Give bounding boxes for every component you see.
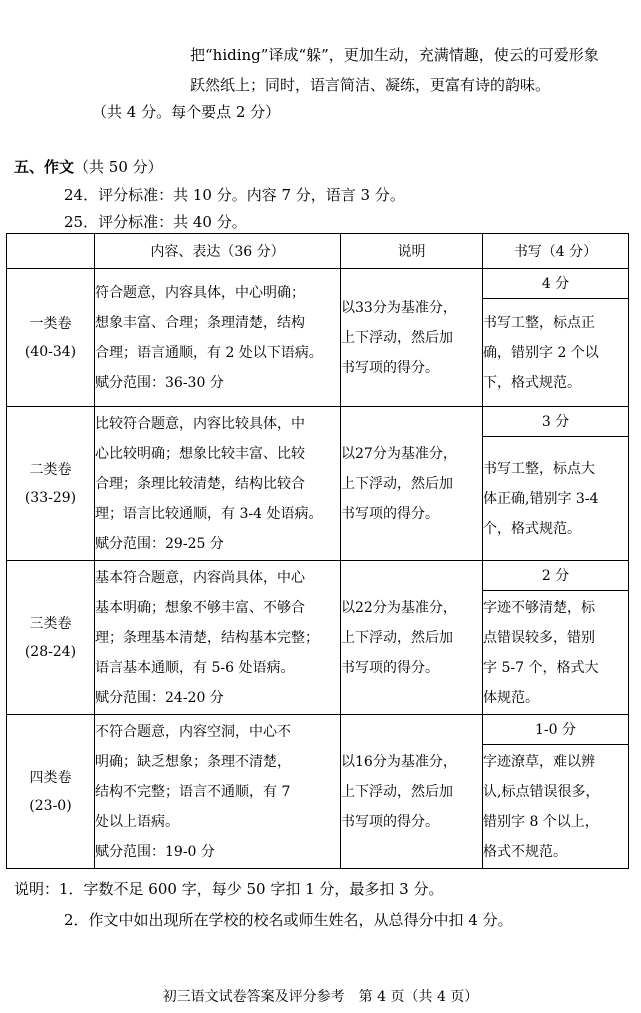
- content-line: 理；条理基本清楚，结构基本完整；: [95, 629, 319, 646]
- write-desc-line: 体正确,错别字 3-4: [483, 490, 599, 507]
- content-line: 赋分范围：36-30 分: [95, 374, 224, 391]
- table-row: [7, 407, 629, 437]
- level-range: (28-24): [24, 643, 77, 660]
- write-desc-cell: [483, 591, 629, 715]
- content-line: 符合题意，内容具体，中心明确；: [95, 284, 305, 301]
- header-blank: [7, 234, 95, 269]
- write-desc-cell: [483, 299, 629, 407]
- write-desc-line: 书写工整，标点大: [483, 460, 595, 477]
- level-range: (33-29): [24, 489, 77, 506]
- section-heading: [14, 157, 163, 177]
- level-range: (23-0): [29, 797, 72, 814]
- content-cell: [95, 715, 341, 869]
- write-desc-line: 字迹不够清楚，标: [483, 599, 595, 616]
- content-cell: [95, 561, 341, 715]
- content-line: 理；语言比较通顺，有 3-4 处语病。: [95, 505, 323, 522]
- write-score: 1-0 分: [483, 715, 629, 745]
- content-line: 语言基本通顺，有 5-6 处语病。: [95, 659, 295, 676]
- content-line: 比较符合题意，内容比较具体，中: [95, 415, 305, 432]
- write-desc-line: 确，错别字 2 个以: [483, 344, 599, 361]
- table-row: [7, 715, 629, 745]
- header-writing: 书写（4 分）: [483, 234, 629, 269]
- note-line: 书写项的得分。: [341, 359, 439, 376]
- note-line: 书写项的得分。: [341, 659, 439, 676]
- content-line: 赋分范围：29-25 分: [95, 535, 224, 552]
- table-header-row: [7, 234, 629, 269]
- write-desc-line: 下，格式规范。: [483, 374, 581, 391]
- write-desc-line: 字 5-7 个，格式大: [483, 659, 599, 676]
- header-note: 说明: [341, 234, 483, 269]
- content-line: 赋分范围：24-20 分: [95, 689, 224, 706]
- note-line: 以22分为基准分，: [341, 599, 457, 616]
- note-line: 书写项的得分。: [341, 505, 439, 522]
- note-line: 以33分为基准分，: [341, 299, 457, 316]
- intro-line-1: 把“hiding”译成“躲”，更加生动，充满情趣，使云的可爱形象: [190, 46, 599, 64]
- level-cell: [7, 269, 95, 407]
- level-name: 四类卷: [29, 769, 72, 786]
- note-line: 以16分为基准分，: [341, 753, 457, 770]
- level-name: 一类卷: [29, 315, 72, 332]
- level-name: 三类卷: [29, 615, 72, 632]
- write-desc-line: 错别字 8 个以上，: [483, 813, 599, 830]
- note-2: 2．作文中如出现所在学校的校名或师生姓名，从总得分中扣 4 分。: [64, 911, 513, 929]
- header-content: 内容、表达（36 分）: [95, 234, 341, 269]
- note-line: 上下浮动，然后加: [341, 329, 453, 346]
- write-score: 4 分: [483, 269, 629, 299]
- write-desc-line: 体规范。: [483, 689, 539, 706]
- note-1: 说明：1．字数不足 600 字，每少 50 字扣 1 分，最多扣 3 分。: [14, 880, 444, 898]
- section-total: （共 50 分）: [74, 158, 163, 176]
- section-title: 五、作文: [14, 158, 75, 176]
- content-cell: [95, 407, 341, 561]
- note-line: 书写项的得分。: [341, 813, 439, 830]
- write-desc-line: 格式不规范。: [483, 843, 567, 860]
- content-line: 合理；条理比较清楚，结构比较合: [95, 475, 305, 492]
- note-cell: [341, 407, 483, 561]
- page-footer: 初三语文试卷答案及评分参考 第 4 页（共 4 页）: [162, 989, 479, 1005]
- level-name: 二类卷: [29, 461, 72, 478]
- content-line: 想象丰富、合理；条理清楚，结构: [95, 314, 305, 331]
- content-line: 基本明确；想象不够丰富、不够合: [95, 599, 305, 616]
- write-desc-cell: [483, 437, 629, 561]
- intro-line-2: 跃然纸上；同时，语言简洁、凝练，更富有诗的韵味。: [190, 76, 551, 94]
- content-line: 合理；语言通顺，有 2 处以下语病。: [95, 344, 323, 361]
- level-cell: [7, 561, 95, 715]
- write-desc-line: 书写工整，标点正: [483, 314, 595, 331]
- content-cell: [95, 269, 341, 407]
- write-desc-line: 认,标点错误很多，: [483, 783, 600, 800]
- content-line: 不符合题意，内容空洞，中心不: [95, 723, 291, 740]
- level-cell: [7, 407, 95, 561]
- note-line: 上下浮动，然后加: [341, 783, 453, 800]
- note-line: 上下浮动，然后加: [341, 629, 453, 646]
- content-line: 基本符合题意，内容尚具体，中心: [95, 569, 305, 586]
- content-line: 处以上语病。: [95, 813, 179, 830]
- write-desc-line: 点错误较多，错别: [483, 629, 595, 646]
- write-desc-line: 字迹潦草，难以辨: [483, 753, 595, 770]
- table-row: [7, 561, 629, 591]
- level-range: (40-34): [24, 343, 77, 360]
- content-line: 结构不完整；语言不通顺，有 7: [95, 783, 291, 800]
- content-line: 心比较明确；想象比较丰富、比较: [95, 445, 305, 462]
- content-line: 赋分范围：19-0 分: [95, 843, 215, 860]
- write-desc-cell: [483, 745, 629, 869]
- note-line: 上下浮动，然后加: [341, 475, 453, 492]
- level-cell: [7, 715, 95, 869]
- item-24: 24．评分标准：共 10 分。内容 7 分，语言 3 分。: [64, 186, 405, 204]
- note-cell: [341, 715, 483, 869]
- note-cell: [341, 561, 483, 715]
- note-cell: [341, 269, 483, 407]
- grading-table: [6, 233, 629, 869]
- item-25: 25．评分标准：共 40 分。: [64, 213, 247, 231]
- note-line: 以27分为基准分，: [341, 445, 457, 462]
- write-score: 2 分: [483, 561, 629, 591]
- write-desc-line: 个，格式规范。: [483, 520, 581, 537]
- content-line: 明确；缺乏想象；条理不清楚，: [95, 753, 291, 770]
- table-row: [7, 269, 629, 299]
- score-note: （共 4 分。每个要点 2 分）: [92, 103, 281, 121]
- write-score: 3 分: [483, 407, 629, 437]
